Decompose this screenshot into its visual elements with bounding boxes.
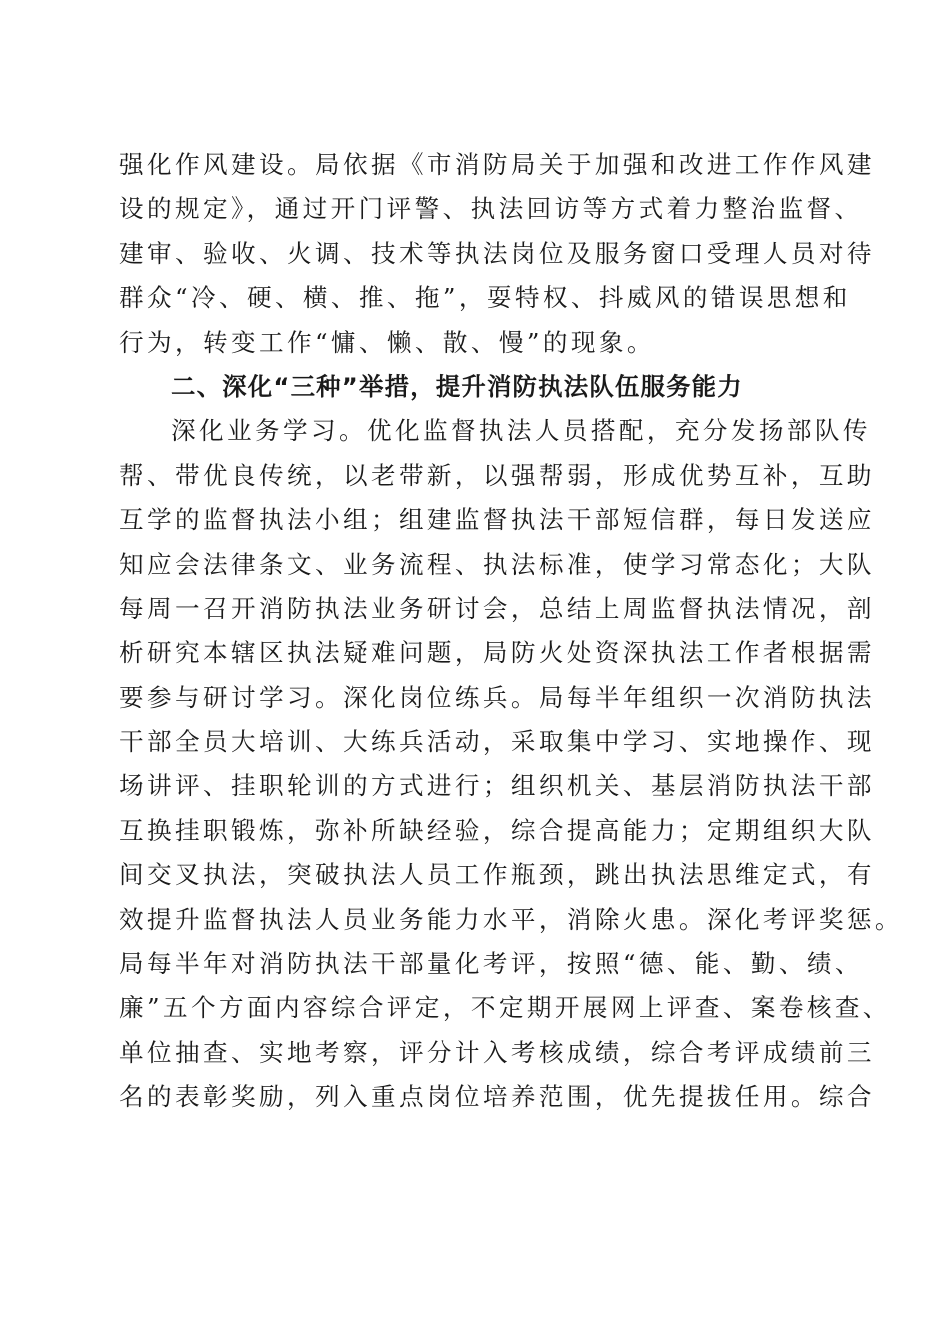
paragraph-line: 互学的监督执法小组；组建监督执法干部短信群，每日发送应 xyxy=(119,505,875,535)
paragraph-line: 知应会法律条文、业务流程、执法标准，使学习常态化；大队 xyxy=(119,549,875,579)
paragraph-line: 帮、带优良传统，以老带新，以强帮弱，形成优势互补，互助 xyxy=(119,460,875,490)
paragraph-line: 析研究本辖区执法疑难问题，局防火处资深执法工作者根据需 xyxy=(119,638,875,668)
paragraph-line: 行为，转变工作“慵、懒、散、慢”的现象。 xyxy=(119,327,655,357)
paragraph-line: 局每半年对消防执法干部量化考评，按照“德、能、勤、绩、 xyxy=(119,949,863,979)
paragraph-line: 干部全员大培训、大练兵活动，采取集中学习、实地操作、现 xyxy=(119,727,875,757)
paragraph-line: 廉”五个方面内容综合评定，不定期开展网上评查、案卷核查、 xyxy=(119,993,891,1023)
section-heading: 二、深化“三种”举措，提升消防执法队伍服务能力 xyxy=(171,371,743,401)
paragraph-line: 要参与研讨学习。深化岗位练兵。局每半年组织一次消防执法 xyxy=(119,682,875,712)
paragraph-line: 建审、验收、火调、技术等执法岗位及服务窗口受理人员对待 xyxy=(119,238,875,268)
paragraph-line: 深化业务学习。优化监督执法人员搭配，充分发扬部队传 xyxy=(171,416,871,446)
paragraph-line: 设的规定》，通过开门评警、执法回访等方式着力整治监督、 xyxy=(119,194,863,224)
paragraph-line: 场讲评、挂职轮训的方式进行；组织机关、基层消防执法干部 xyxy=(119,771,875,801)
document-body xyxy=(119,143,903,1120)
paragraph-line: 强化作风建设。局依据《市消防局关于加强和改进工作作风建 xyxy=(119,150,875,179)
paragraph-line: 间交叉执法，突破执法人员工作瓶颈，跳出执法思维定式，有 xyxy=(119,860,875,890)
paragraph-line: 每周一召开消防执法业务研讨会，总结上周监督执法情况，剖 xyxy=(119,593,875,623)
paragraph-line: 效提升监督执法人员业务能力水平，消除火患。深化考评奖惩。 xyxy=(119,904,903,934)
paragraph-line: 互换挂职锻炼，弥补所缺经验，综合提高能力；定期组织大队 xyxy=(119,815,875,845)
paragraph-line: 单位抽查、实地考察，评分计入考核成绩，综合考评成绩前三 xyxy=(119,1037,875,1067)
paragraph-line: 群众“冷、硬、横、推、拖”，耍特权、抖威风的错误思想和 xyxy=(119,283,851,313)
paragraph-line: 名的表彰奖励，列入重点岗位培养范围，优先提拔任用。综合 xyxy=(119,1082,875,1112)
